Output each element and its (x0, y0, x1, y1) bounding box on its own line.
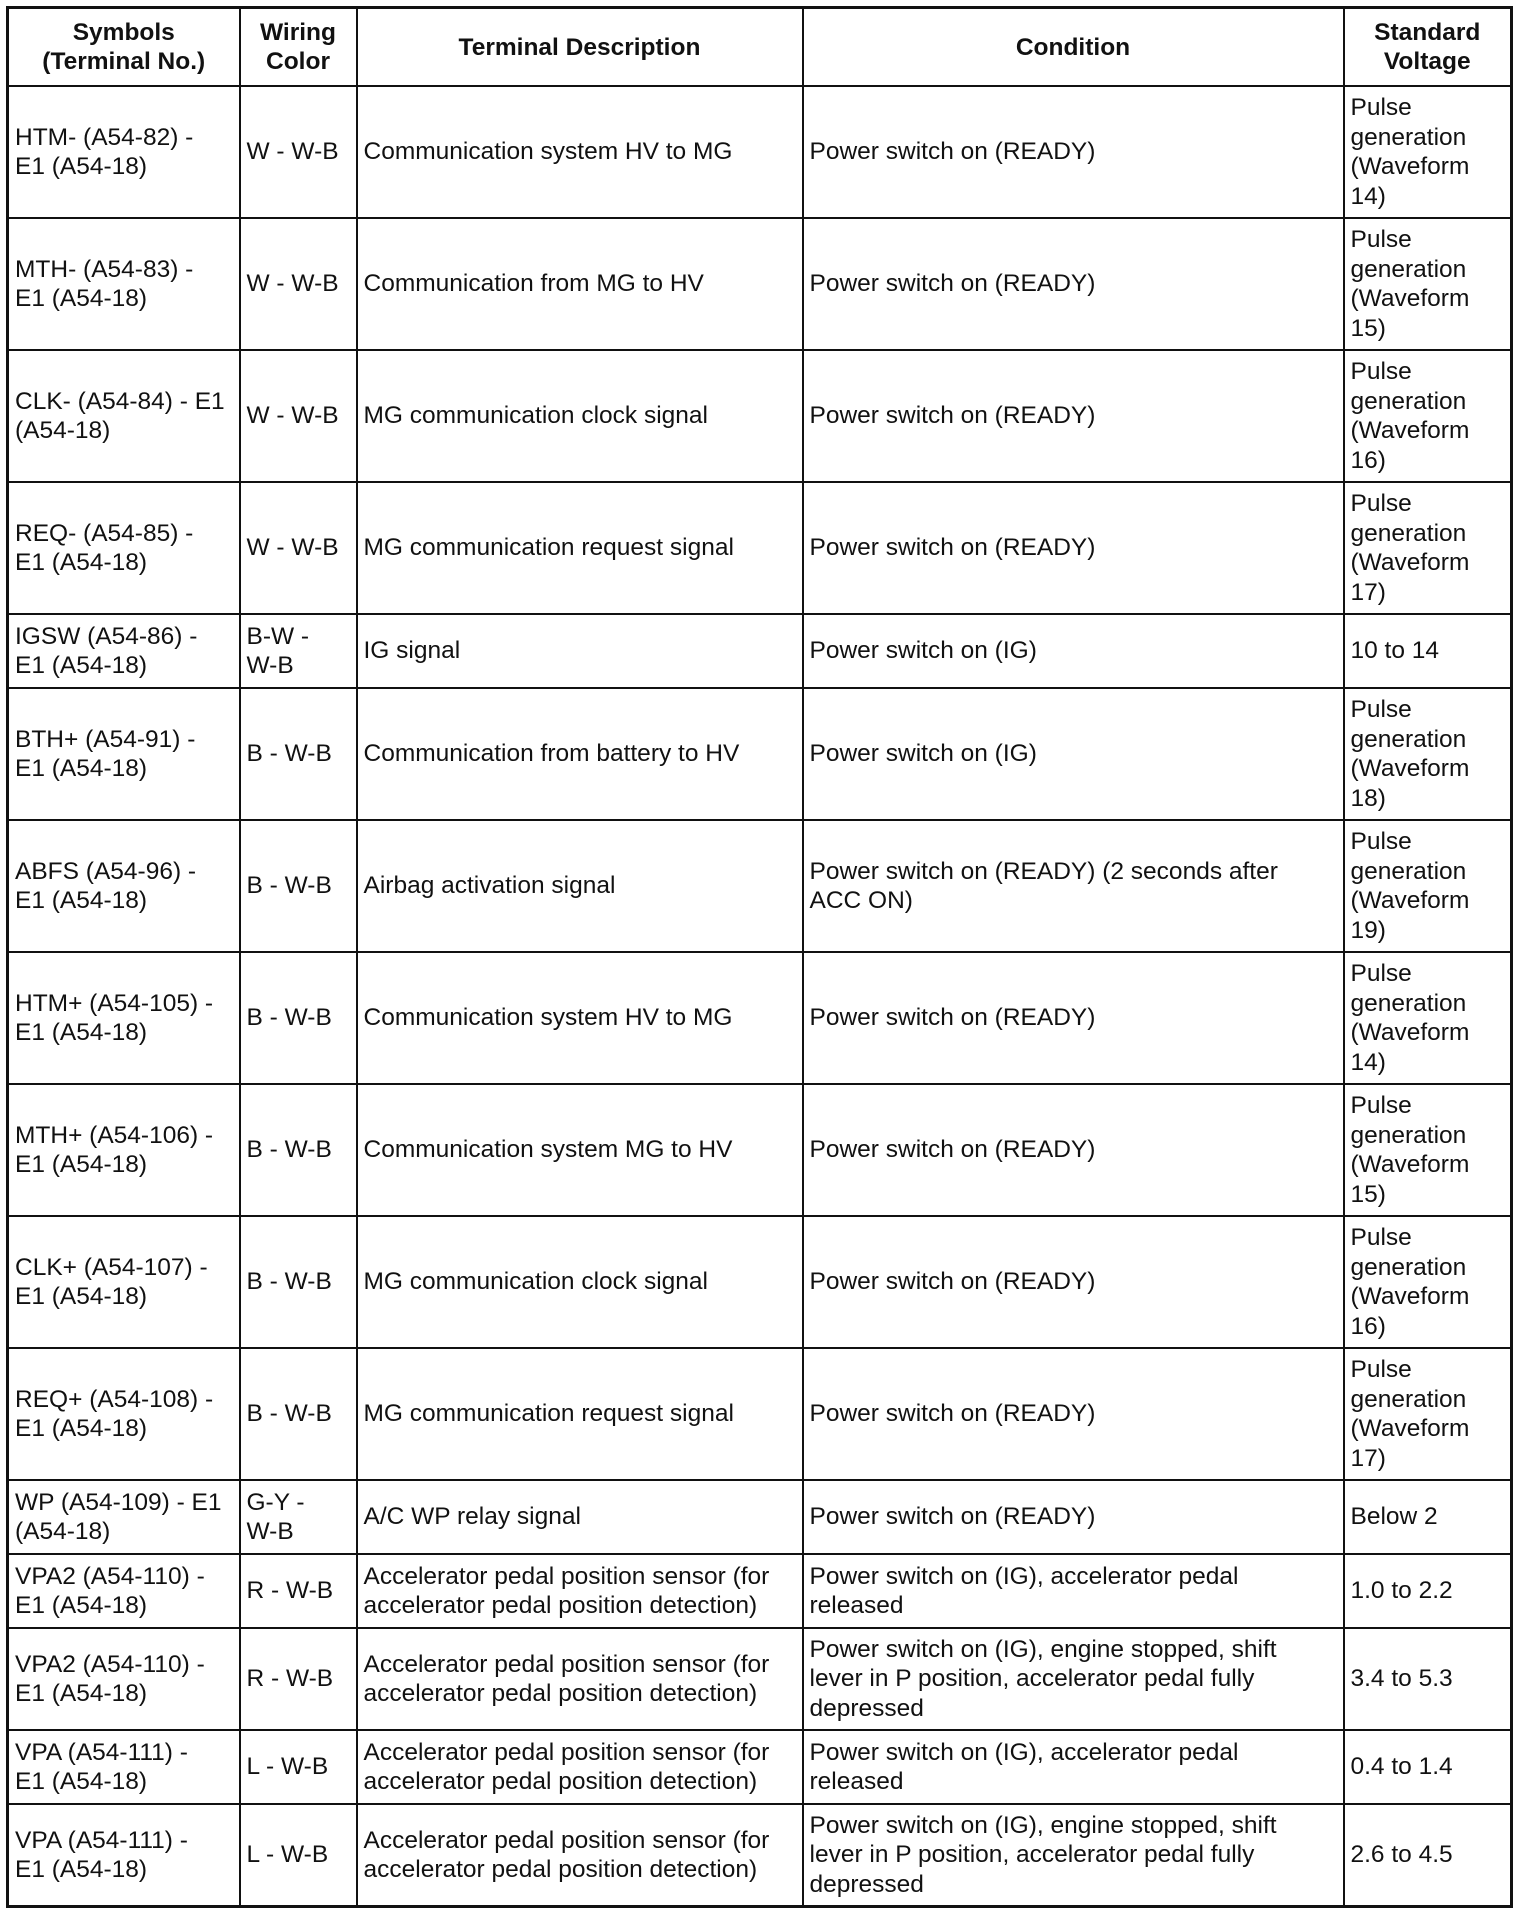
cell-wiring-color: B - W-B (240, 1348, 357, 1480)
cell-voltage: 3.4 to 5.3 (1344, 1628, 1512, 1730)
cell-voltage: Pulse generation (Waveform 19) (1344, 820, 1512, 952)
cell-voltage: 0.4 to 1.4 (1344, 1730, 1512, 1804)
cell-symbol: VPA (A54-111) - E1 (A54-18) (8, 1730, 240, 1804)
table-row (8, 218, 1512, 350)
cell-symbol: HTM- (A54-82) - E1 (A54-18) (8, 86, 240, 218)
cell-symbol: REQ+ (A54-108) - E1 (A54-18) (8, 1348, 240, 1480)
cell-condition: Power switch on (READY) (803, 952, 1344, 1084)
cell-symbol: REQ- (A54-85) - E1 (A54-18) (8, 482, 240, 614)
cell-wiring-color: W - W-B (240, 218, 357, 350)
cell-voltage: Pulse generation (Waveform 16) (1344, 1216, 1512, 1348)
cell-description: Communication system MG to HV (357, 1084, 803, 1216)
header-condition: Condition (803, 8, 1344, 87)
cell-condition: Power switch on (IG), accelerator pedal released (803, 1554, 1344, 1628)
cell-voltage: Pulse generation (Waveform 14) (1344, 952, 1512, 1084)
cell-description: MG communication request signal (357, 482, 803, 614)
table-row (8, 1480, 1512, 1554)
cell-voltage: 1.0 to 2.2 (1344, 1554, 1512, 1628)
cell-voltage: 2.6 to 4.5 (1344, 1804, 1512, 1907)
cell-description: MG communication request signal (357, 1348, 803, 1480)
cell-symbol: CLK+ (A54-107) - E1 (A54-18) (8, 1216, 240, 1348)
table-row (8, 1216, 1512, 1348)
cell-description: IG signal (357, 614, 803, 688)
cell-description: Airbag activation signal (357, 820, 803, 952)
cell-symbol: ABFS (A54-96) - E1 (A54-18) (8, 820, 240, 952)
cell-condition: Power switch on (READY) (803, 1084, 1344, 1216)
cell-wiring-color: L - W-B (240, 1730, 357, 1804)
cell-description: Accelerator pedal position sensor (for accelerator pedal position detection) (357, 1554, 803, 1628)
cell-symbol: MTH+ (A54-106) - E1 (A54-18) (8, 1084, 240, 1216)
table-row (8, 1730, 1512, 1804)
cell-symbol: IGSW (A54-86) - E1 (A54-18) (8, 614, 240, 688)
cell-symbol: VPA2 (A54-110) - E1 (A54-18) (8, 1628, 240, 1730)
header-terminal-description: Terminal Description (357, 8, 803, 87)
cell-symbol: BTH+ (A54-91) - E1 (A54-18) (8, 688, 240, 820)
cell-condition: Power switch on (READY) (803, 1348, 1344, 1480)
cell-condition: Power switch on (READY) (2 seconds after ACC ON) (803, 820, 1344, 952)
cell-wiring-color: L - W-B (240, 1804, 357, 1907)
header-wiring-color: Wiring Color (240, 8, 357, 87)
cell-wiring-color: W - W-B (240, 482, 357, 614)
cell-description: MG communication clock signal (357, 350, 803, 482)
table-row (8, 350, 1512, 482)
header-symbols: Symbols (Terminal No.) (8, 8, 240, 87)
header-standard-voltage: Standard Voltage (1344, 8, 1512, 87)
cell-voltage: Pulse generation (Waveform 15) (1344, 218, 1512, 350)
cell-voltage: Pulse generation (Waveform 17) (1344, 482, 1512, 614)
table-row (8, 952, 1512, 1084)
cell-condition: Power switch on (IG), engine stopped, shift lever in P position, accelerator pedal fully depressed (803, 1804, 1344, 1907)
cell-wiring-color: W - W-B (240, 350, 357, 482)
cell-wiring-color: B - W-B (240, 1216, 357, 1348)
table-row (8, 1628, 1512, 1730)
terminal-table-container (6, 6, 1510, 1908)
cell-wiring-color: B - W-B (240, 688, 357, 820)
table-row (8, 86, 1512, 218)
cell-condition: Power switch on (IG) (803, 614, 1344, 688)
terminal-voltage-table (6, 6, 1513, 1908)
cell-symbol: HTM+ (A54-105) - E1 (A54-18) (8, 952, 240, 1084)
cell-symbol: VPA2 (A54-110) - E1 (A54-18) (8, 1554, 240, 1628)
table-row (8, 1804, 1512, 1907)
cell-wiring-color: B - W-B (240, 952, 357, 1084)
cell-condition: Power switch on (IG), engine stopped, shift lever in P position, accelerator pedal fully depressed (803, 1628, 1344, 1730)
table-row (8, 482, 1512, 614)
cell-voltage: Below 2 (1344, 1480, 1512, 1554)
cell-wiring-color: R - W-B (240, 1628, 357, 1730)
cell-voltage: Pulse generation (Waveform 17) (1344, 1348, 1512, 1480)
cell-wiring-color: G-Y - W-B (240, 1480, 357, 1554)
cell-voltage: Pulse generation (Waveform 15) (1344, 1084, 1512, 1216)
cell-condition: Power switch on (READY) (803, 1480, 1344, 1554)
cell-description: Communication system HV to MG (357, 952, 803, 1084)
cell-condition: Power switch on (IG) (803, 688, 1344, 820)
cell-voltage: Pulse generation (Waveform 18) (1344, 688, 1512, 820)
cell-voltage: 10 to 14 (1344, 614, 1512, 688)
cell-symbol: WP (A54-109) - E1 (A54-18) (8, 1480, 240, 1554)
cell-wiring-color: B - W-B (240, 1084, 357, 1216)
cell-voltage: Pulse generation (Waveform 14) (1344, 86, 1512, 218)
cell-description: Communication from battery to HV (357, 688, 803, 820)
table-header-row (8, 8, 1512, 87)
table-row (8, 1348, 1512, 1480)
cell-description: Accelerator pedal position sensor (for accelerator pedal position detection) (357, 1804, 803, 1907)
cell-condition: Power switch on (READY) (803, 218, 1344, 350)
cell-voltage: Pulse generation (Waveform 16) (1344, 350, 1512, 482)
cell-description: Communication system HV to MG (357, 86, 803, 218)
table-row (8, 688, 1512, 820)
table-row (8, 614, 1512, 688)
table-row (8, 1554, 1512, 1628)
table-row (8, 1084, 1512, 1216)
cell-symbol: CLK- (A54-84) - E1 (A54-18) (8, 350, 240, 482)
cell-condition: Power switch on (READY) (803, 350, 1344, 482)
cell-description: Accelerator pedal position sensor (for accelerator pedal position detection) (357, 1730, 803, 1804)
cell-wiring-color: B - W-B (240, 820, 357, 952)
cell-description: Accelerator pedal position sensor (for accelerator pedal position detection) (357, 1628, 803, 1730)
cell-symbol: MTH- (A54-83) - E1 (A54-18) (8, 218, 240, 350)
cell-description: Communication from MG to HV (357, 218, 803, 350)
cell-description: MG communication clock signal (357, 1216, 803, 1348)
cell-condition: Power switch on (READY) (803, 1216, 1344, 1348)
cell-wiring-color: R - W-B (240, 1554, 357, 1628)
cell-condition: Power switch on (IG), accelerator pedal released (803, 1730, 1344, 1804)
cell-wiring-color: W - W-B (240, 86, 357, 218)
cell-symbol: VPA (A54-111) - E1 (A54-18) (8, 1804, 240, 1907)
cell-description: A/C WP relay signal (357, 1480, 803, 1554)
cell-condition: Power switch on (READY) (803, 482, 1344, 614)
cell-condition: Power switch on (READY) (803, 86, 1344, 218)
cell-wiring-color: B-W - W-B (240, 614, 357, 688)
table-row (8, 820, 1512, 952)
